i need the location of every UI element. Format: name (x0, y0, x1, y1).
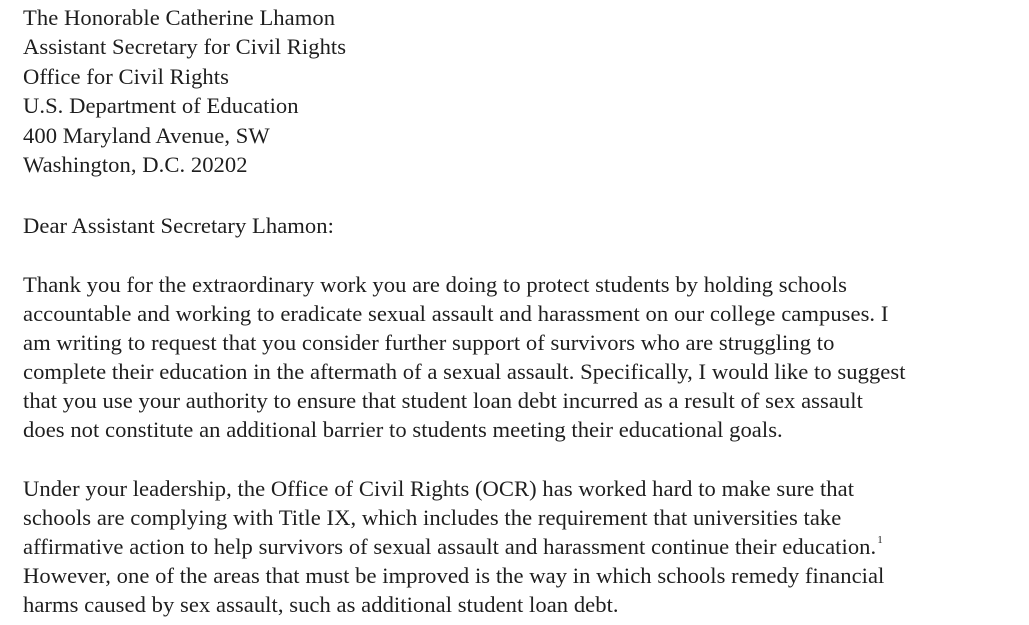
address-line-name: The Honorable Catherine Lhamon (23, 5, 336, 30)
paragraph-line: harms caused by sex assault, such as additional student loan debt. (23, 592, 619, 617)
address-line-city: Washington, D.C. 20202 (23, 152, 248, 177)
salutation: Dear Assistant Secretary Lhamon: (23, 213, 334, 238)
paragraph-line: However, one of the areas that must be improved is the way in which schools remedy financial (23, 563, 885, 588)
paragraph-line: am writing to request that you consider further support of survivors who are struggling to (23, 330, 835, 355)
address-line-title: Assistant Secretary for Civil Rights (23, 34, 347, 59)
address-line-street: 400 Maryland Avenue, SW (23, 123, 270, 148)
paragraph-line: does not constitute an additional barrier to students meeting their educational goals. (23, 417, 783, 442)
address-line-office: Office for Civil Rights (23, 64, 229, 89)
paragraph-line: that you use your authority to ensure that student loan debt incurred as a result of sex assault (23, 388, 863, 413)
paragraph-line: schools are complying with Title IX, which includes the requirement that universities take (23, 505, 842, 530)
paragraph-line: Under your leadership, the Office of Civil Rights (OCR) has worked hard to make sure that (23, 476, 855, 501)
paragraph-line: Thank you for the extraordinary work you are doing to protect students by holding schools (23, 272, 847, 297)
paragraph-line-text: affirmative action to help survivors of sexual assault and harassment continue their education. (23, 534, 877, 559)
paragraph-line: complete their education in the aftermath of a sexual assault. Specifically, I would like to suggest (23, 359, 906, 384)
address-line-department: U.S. Department of Education (23, 93, 299, 118)
paragraph-line: accountable and working to eradicate sexual assault and harassment on our college campuses. I (23, 301, 889, 326)
footnote-marker[interactable]: 1 (877, 534, 883, 546)
